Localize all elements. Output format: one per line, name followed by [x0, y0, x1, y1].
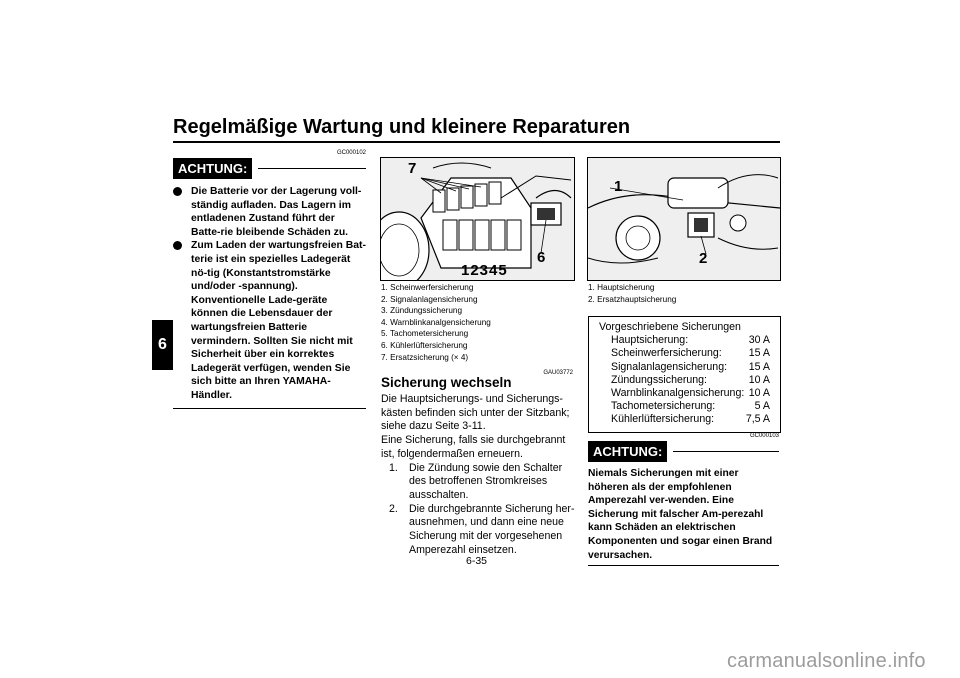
- caption-item: 1. Hauptsicherung: [588, 283, 655, 292]
- caution-header: [588, 441, 779, 462]
- caution-bullets: [173, 185, 366, 403]
- steps-list: [381, 462, 581, 558]
- caption-item: 5. Tachometersicherung: [381, 329, 469, 339]
- section-body: [381, 393, 581, 557]
- spec-label: Scheinwerfersicherung:: [611, 347, 722, 360]
- spec-title: Vorgeschriebene Sicherungen: [599, 321, 741, 333]
- spec-row: [611, 347, 770, 360]
- caution-bullet-text: Die Batterie vor der Lagerung voll-ständig aufladen. Das Lagern im entladenen Zustand führt der Batte-rie bleibende Schäden zu.: [191, 186, 362, 238]
- spec-row: [611, 361, 770, 374]
- spec-value: 30 A: [748, 334, 770, 347]
- caution-header-rule: [258, 168, 366, 169]
- section-paragraph: Eine Sicherung, falls sie durchgebrannt ist, folgendermaßen erneuern.: [381, 434, 566, 460]
- spec-label: Warnblinkanalgensicherung:: [611, 387, 745, 400]
- main-fuse-captions: [588, 282, 780, 305]
- spec-row: [611, 400, 770, 413]
- step-number: 1.: [389, 461, 398, 474]
- spec-row: [611, 334, 770, 347]
- fuse-spec-box: [588, 316, 781, 433]
- main-fuse-figure: [587, 157, 781, 281]
- right-caution: [588, 433, 779, 566]
- figure-label-2: 2: [699, 250, 708, 267]
- spec-label: Signalanlagensicherung:: [611, 360, 728, 373]
- figure-label-7: 7: [408, 160, 417, 177]
- fuse-box-captions: [381, 282, 576, 363]
- step-text: Die durchgebrannte Sicherung her-ausnehmen, und dann eine neue Sicherung mit der vorgesehenen Amperezahl einsetzen.: [409, 502, 575, 556]
- caution-bottom-rule: [588, 565, 779, 566]
- step-item: [389, 462, 581, 503]
- spec-label: Zündungssicherung:: [611, 373, 707, 386]
- spec-label: Kühlerlüftersicherung:: [611, 413, 715, 426]
- watermark: carmanualsonline.info: [727, 650, 926, 672]
- bullet-icon: [173, 187, 182, 196]
- caution-bullet-text: Zum Laden der wartungsfreien Bat-terie ist ein spezielles Ladegerät nö-tig (Konstantstromstärke und/oder -spannung). Konventionelle Lade-geräte können die Lebensdauer der wartungsfreien Batterie vermindern. Sollten Sie nicht mit Sicherheit über ein korrektes Ladegerät verfügen, wenden Sie sich bitte an Ihren YAMAHA-Händler.: [191, 240, 366, 401]
- caution-text: Niemals Sicherungen mit einer höheren als der empfohlenen Amperezahl ver-wenden. Eine Sicherung mit falscher Am-perezahl kann Schäden an elektrischen Komponenten und sogar einen Brand verursachen.: [588, 468, 773, 561]
- spec-value: 10 A: [748, 387, 770, 400]
- spec-label: Hauptsicherung:: [611, 334, 689, 347]
- chapter-tab: 6: [152, 320, 173, 370]
- figure-label-1: 1: [614, 178, 623, 195]
- figure-label-6: 6: [537, 249, 546, 266]
- left-column: [173, 150, 366, 409]
- title-rule: [173, 141, 780, 143]
- caution-header: [173, 158, 366, 179]
- spec-row: [611, 387, 770, 400]
- spec-value: 7,5 A: [745, 413, 770, 426]
- caption-item: 2. Ersatzhauptsicherung: [588, 294, 677, 304]
- caution-bullet-2: [173, 239, 366, 402]
- caution-header-rule: [673, 451, 779, 452]
- spec-value: 15 A: [748, 360, 770, 373]
- bullet-icon: [173, 241, 182, 250]
- main-fuse-illustration: [588, 158, 780, 280]
- step-item: [389, 503, 581, 558]
- caution-code: GC000103: [749, 433, 779, 439]
- spec-row: [611, 374, 770, 387]
- step-number: 2.: [389, 502, 398, 515]
- caution-bullet-1: [173, 185, 366, 239]
- caution-bottom-rule: [173, 408, 366, 409]
- spec-value: 5 A: [754, 400, 770, 413]
- caption-item: 1. Scheinwerfersicherung: [381, 283, 474, 292]
- spec-rows: [589, 334, 780, 426]
- caption-item: 2. Signalanlagensicherung: [381, 294, 478, 304]
- section-paragraph: Die Hauptsicherungs- und Sicherungs-kästen befinden sich unter der Sitzbank; siehe dazu Seite 3-11.: [381, 393, 570, 433]
- caution-badge: ACHTUNG:: [588, 441, 667, 462]
- spec-row: [611, 413, 770, 426]
- page-number: 6-35: [466, 555, 488, 567]
- caption-item: 3. Zündungssicherung: [381, 306, 463, 316]
- page-title: Regelmäßige Wartung und kleinere Reparaturen: [173, 116, 631, 138]
- fuse-box-figure: [380, 157, 575, 281]
- figure-label-12345: 12345: [461, 262, 508, 279]
- caption-item: 6. Kühlerlüftersicherung: [381, 340, 468, 350]
- spec-value: 15 A: [748, 347, 770, 360]
- caption-item: 7. Ersatzsicherung (× 4): [381, 352, 469, 362]
- caption-item: 4. Warnblinkanalgensicherung: [381, 317, 491, 327]
- step-text: Die Zündung sowie den Schalter des betroffenen Stromkreises ausschalten.: [409, 461, 563, 501]
- section-heading: Sicherung wechseln: [381, 375, 512, 390]
- caution-code: GC000102: [336, 150, 366, 156]
- caution-badge: ACHTUNG:: [173, 158, 252, 179]
- section-code: GAU03772: [543, 370, 573, 376]
- spec-value: 10 A: [748, 373, 770, 386]
- spec-label: Tachometersicherung:: [611, 400, 716, 413]
